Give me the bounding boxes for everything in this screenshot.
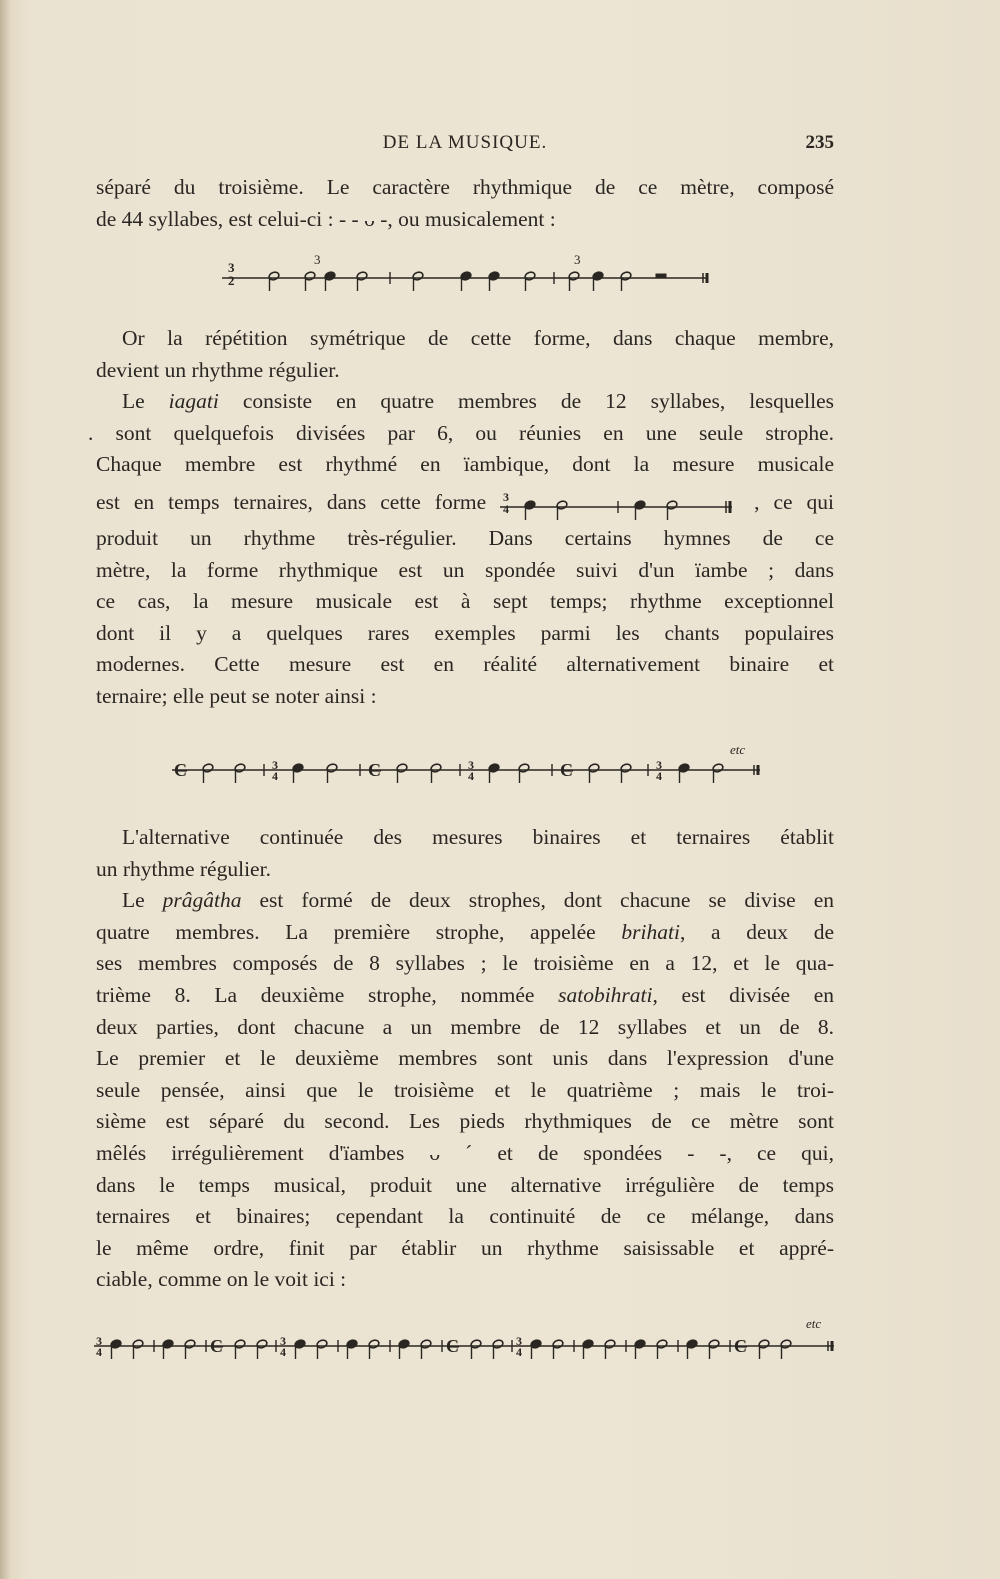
text-fragment: quatre membres. La première strophe, appelée <box>96 919 622 944</box>
text-line: mêlés irrégulièrement d'ïambes ᴗ ´ et de spondées - -, ce qui, <box>96 1140 834 1165</box>
text-line: dans le temps musical, produit une alternative irrégulière de temps <box>96 1172 834 1197</box>
text-line: ses membres composés de 8 syllabes ; le troisième en a 12, et le qua- <box>96 951 834 976</box>
text-line: séparé du troisième. Le caractère rhythmique de ce mètre, composé <box>96 175 834 199</box>
text-line <box>96 980 834 1012</box>
term-iagati: iagati <box>168 389 219 414</box>
etc-label: etc <box>730 742 746 757</box>
text-line: Or la répétition symétrique de cette forme, dans chaque membre, <box>122 326 834 350</box>
svg-text:2: 2 <box>228 273 235 288</box>
time-signature: 4 <box>272 769 278 783</box>
paragraph-intro <box>96 172 834 235</box>
text-line: le même ordre, finit par établir un rhythme saisissable et appré- <box>96 1235 834 1260</box>
term-pragatha: prâgâtha <box>162 888 242 913</box>
music-notation-line-1 <box>222 252 712 298</box>
page-spine-shadow <box>0 0 10 1579</box>
text-line: deux parties, dont chacune a un membre de 12 syllabes et un de 8. <box>96 1014 834 1039</box>
text-line: . sont quelquefois divisées par 6, ou réunies en une seule strophe. <box>88 420 834 445</box>
text-line: ternaires et binaires; cependant la continuité de ce mélange, dans <box>96 1204 834 1229</box>
time-signature: 3 <box>468 758 474 772</box>
tuplet-number: 3 <box>314 252 321 267</box>
time-signature: 4 <box>468 769 474 783</box>
text-line: Chaque membre est rhythmé en ïambique, dont la mesure musicale <box>96 452 834 477</box>
time-signature: 4 <box>656 769 662 783</box>
etc-label: etc <box>806 1316 822 1331</box>
text-line: devient un rhythme régulier. <box>96 357 340 382</box>
time-signature: 4 <box>516 1345 522 1359</box>
text-line: Le premier et le deuxième membres sont unis dans l'expression d'une <box>96 1046 834 1071</box>
text-fragment: trième 8. La deuxième strophe, nommée <box>96 982 559 1007</box>
text-line: ce cas, la mesure musicale est à sept temps; rhythme exceptionnel <box>96 589 834 614</box>
text-line: ternaire; elle peut se noter ainsi : <box>96 683 377 708</box>
music-notation-line-3 <box>94 1316 838 1368</box>
text-line: seule pensée, ainsi que le troisième et le quatrième ; mais le troi- <box>96 1077 834 1102</box>
paragraph-iagati <box>88 323 835 713</box>
text-line <box>96 885 834 917</box>
text-fragment: Le <box>122 888 163 913</box>
text-fragment: est formé de deux strophes, dont chacune se divise en <box>241 888 834 913</box>
paragraph-pragatha <box>96 822 834 1296</box>
music-notation-line-2 <box>172 742 764 792</box>
inline-music-notation <box>500 487 740 521</box>
text-line: produit un rhythme très-régulier. Dans certains hymnes de ce <box>96 525 834 550</box>
running-title: DE LA MUSIQUE. <box>382 132 548 153</box>
common-time-symbol: C <box>734 1336 747 1356</box>
text-fragment: est en temps ternaires, dans cette forme <box>96 489 487 514</box>
common-time-symbol: C <box>446 1336 459 1356</box>
time-signature: 4 <box>280 1345 286 1359</box>
notes-group <box>268 271 666 291</box>
time-signature: 3 <box>516 1334 522 1348</box>
svg-text:3: 3 <box>503 490 510 505</box>
page-header <box>96 132 834 158</box>
text-fragment: Le <box>122 389 169 414</box>
time-signature: 3 <box>96 1334 102 1348</box>
term-brihati: brihati <box>621 919 680 944</box>
text-line: modernes. Cette mesure est en réalité alternativement binaire et <box>96 652 834 677</box>
text-line: L'alternative continuée des mesures binaires et ternaires établit <box>122 825 834 849</box>
text-line: un rhythme régulier. <box>96 856 271 881</box>
text-line: dont il y a quelques rares exemples parmi les chants populaires <box>96 620 834 645</box>
term-satobihrati: satobihrati <box>558 982 653 1007</box>
text-line <box>96 386 834 418</box>
text-line: ciable, comme on le voit ici : <box>96 1267 347 1292</box>
common-time-symbol: C <box>210 1336 223 1356</box>
svg-text:4: 4 <box>503 502 510 517</box>
text-line: de 44 syllabes, est celui-ci : - - ᴗ -, ou musicalement : <box>96 206 556 231</box>
time-signature: 3 <box>280 1334 286 1348</box>
time-signature: 3 <box>656 758 662 772</box>
text-line <box>96 917 834 949</box>
tuplet-number: 3 <box>574 252 581 267</box>
common-time-symbol: C <box>368 760 381 780</box>
text-line: mètre, la forme rhythmique est un spondée suivi d'un ïambe ; dans <box>96 557 834 582</box>
text-fragment: , ce qui <box>754 489 835 514</box>
time-signature: 3 <box>272 758 278 772</box>
text-fragment: , est divisée en <box>652 982 835 1007</box>
text-fragment: , a deux de <box>679 919 834 944</box>
common-time-symbol: C <box>560 760 573 780</box>
text-fragment: consiste en quatre membres de 12 syllabes, lesquelles <box>218 389 834 414</box>
page-number: 235 <box>805 132 834 153</box>
time-signature: 4 <box>96 1345 102 1359</box>
svg-text:3: 3 <box>228 260 235 275</box>
common-time-symbol: C <box>174 760 187 780</box>
text-line: sième est séparé du second. Les pieds rhythmiques de ce mètre sont <box>96 1109 834 1134</box>
text-line-with-notation <box>96 481 834 523</box>
